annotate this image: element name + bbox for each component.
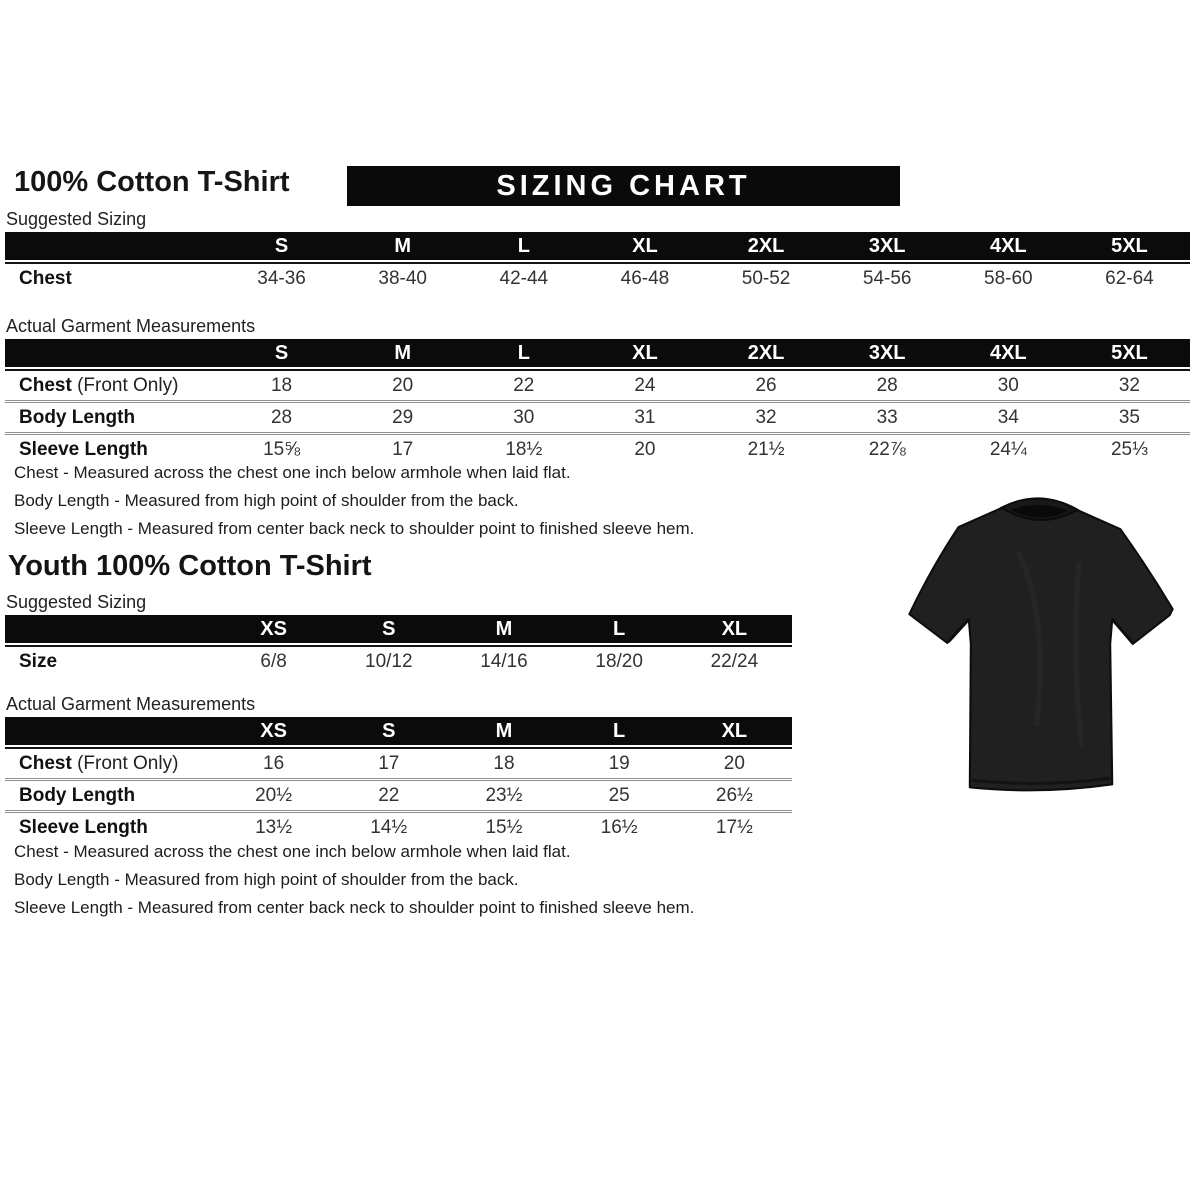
size-header-row [5,615,792,645]
value-cell: 18½ [505,439,543,460]
value-cell: 22/24 [677,645,792,676]
size-column-header: L [463,339,584,369]
value-cell: 62-64 [1069,262,1190,293]
value-cell: 20½ [216,781,331,813]
row-label: Body Length [5,781,216,813]
value-cell: 15½ [485,817,523,838]
size-column-header: L [463,232,584,262]
value-cell: 14/16 [446,645,561,676]
value-cell: 31 [584,403,705,435]
youth-title: Youth 100% Cotton T-Shirt [8,550,372,582]
size-column-header: M [446,615,561,645]
value-cell: 17½ [715,817,753,838]
youth-suggested-sizing-table [5,615,792,676]
value-cell: 13½ [255,817,293,838]
value-cell: 46-48 [584,262,705,293]
size-column-header: 4XL [948,339,1069,369]
value-cell: 18/20 [562,645,677,676]
value-cell: 32 [706,403,827,435]
value-cell: 15⅝ [263,439,301,460]
value-cell: 20 [634,439,656,460]
table-row [5,747,792,781]
size-column-header: M [342,339,463,369]
value-cell: 26 [706,369,827,403]
note-sleeve-length: Sleeve Length - Measured from center back neck to shoulder point to finished sleeve hem. [14,519,695,538]
value-cell: 25 [562,781,677,813]
value-cell: 34 [948,403,1069,435]
value-cell: 14½ [370,817,408,838]
row-label: Body Length [5,403,221,435]
size-column-header: L [562,717,677,747]
value-cell: 17 [392,439,414,460]
value-cell: 22 [331,781,446,813]
note-chest: Chest - Measured across the chest one inch below armhole when laid flat. [14,463,571,482]
value-cell: 22 [463,369,584,403]
row-label: Chest (Front Only) [5,369,221,403]
value-cell: 10/12 [331,645,446,676]
row-label: Chest (Front Only) [5,747,216,781]
sizing-chart-banner-text: SIZING CHART [496,169,751,202]
value-cell: 6/8 [216,645,331,676]
table-row [5,781,792,813]
value-cell: 26½ [677,781,792,813]
row-label: Sleeve Length [19,817,148,838]
size-column-header: XL [677,717,792,747]
header-spacer-cell [5,615,216,645]
value-cell: 18 [446,747,561,781]
value-cell: 29 [342,403,463,435]
value-cell: 34-36 [221,262,342,293]
row-label: Size [5,645,216,676]
size-header-row [5,717,792,747]
size-column-header: XL [584,232,705,262]
size-column-header: XL [584,339,705,369]
youth-actual-measurements-table [5,717,792,842]
value-cell: 17 [331,747,446,781]
value-cell: 50-52 [706,262,827,293]
size-column-header: 3XL [827,339,948,369]
table-row [5,262,1190,293]
value-cell: 32 [1069,369,1190,403]
value-cell: 33 [827,403,948,435]
note-body-length: Body Length - Measured from high point of shoulder from the back. [14,870,519,889]
table-row [5,403,1190,435]
value-cell: 25⅓ [1110,439,1148,460]
size-column-header: 4XL [948,232,1069,262]
youth-actual-measurements-label: Actual Garment Measurements [6,694,256,714]
size-column-header: S [221,339,342,369]
value-cell: 58-60 [948,262,1069,293]
table-row [5,645,792,676]
tshirt-image [895,489,1185,804]
size-column-header: XS [216,717,331,747]
adult-actual-measurements-label: Actual Garment Measurements [6,316,256,336]
sizing-chart-banner [347,166,900,206]
note-sleeve-length: Sleeve Length - Measured from center back neck to shoulder point to finished sleeve hem. [14,898,695,917]
note-chest: Chest - Measured across the chest one inch below armhole when laid flat. [14,842,571,861]
adult-actual-measurements-table [5,339,1190,464]
header-spacer-cell [5,717,216,747]
value-cell: 20 [677,747,792,781]
value-cell: 28 [221,403,342,435]
header-spacer-cell [5,232,221,262]
size-column-header: 2XL [706,232,827,262]
size-column-header: 5XL [1069,232,1190,262]
tshirt-illustration [895,489,1185,804]
row-label: Chest [5,262,221,293]
adult-suggested-sizing-label: Suggested Sizing [6,209,147,229]
row-label: Sleeve Length [19,439,148,460]
size-column-header: XS [216,615,331,645]
value-cell: 38-40 [342,262,463,293]
header-spacer-cell [5,339,221,369]
value-cell: 19 [562,747,677,781]
size-column-header: L [562,615,677,645]
value-cell: 18 [221,369,342,403]
size-column-header: S [331,717,446,747]
value-cell: 16 [216,747,331,781]
size-column-header: 2XL [706,339,827,369]
value-cell: 16½ [600,817,638,838]
value-cell: 21½ [747,439,785,460]
size-column-header: 3XL [827,232,948,262]
value-cell: 30 [948,369,1069,403]
value-cell: 22⅞ [868,439,906,460]
youth-suggested-sizing-label: Suggested Sizing [6,592,147,612]
note-body-length: Body Length - Measured from high point of shoulder from the back. [14,491,519,510]
value-cell: 24 [584,369,705,403]
value-cell: 54-56 [827,262,948,293]
size-column-header: 5XL [1069,339,1190,369]
youth-measurement-notes [14,838,694,922]
adult-suggested-sizing-table [5,232,1190,293]
table-row [5,369,1190,403]
size-header-row [5,232,1190,262]
size-column-header: M [446,717,561,747]
size-column-header: S [221,232,342,262]
size-header-row [5,339,1190,369]
page-title: 100% Cotton T-Shirt [14,166,290,198]
value-cell: 30 [463,403,584,435]
value-cell: 35 [1069,403,1190,435]
size-column-header: XL [677,615,792,645]
size-column-header: M [342,232,463,262]
value-cell: 28 [827,369,948,403]
value-cell: 42-44 [463,262,584,293]
size-column-header: S [331,615,446,645]
value-cell: 24¼ [989,439,1027,460]
value-cell: 23½ [446,781,561,813]
adult-measurement-notes [14,459,694,543]
value-cell: 20 [342,369,463,403]
